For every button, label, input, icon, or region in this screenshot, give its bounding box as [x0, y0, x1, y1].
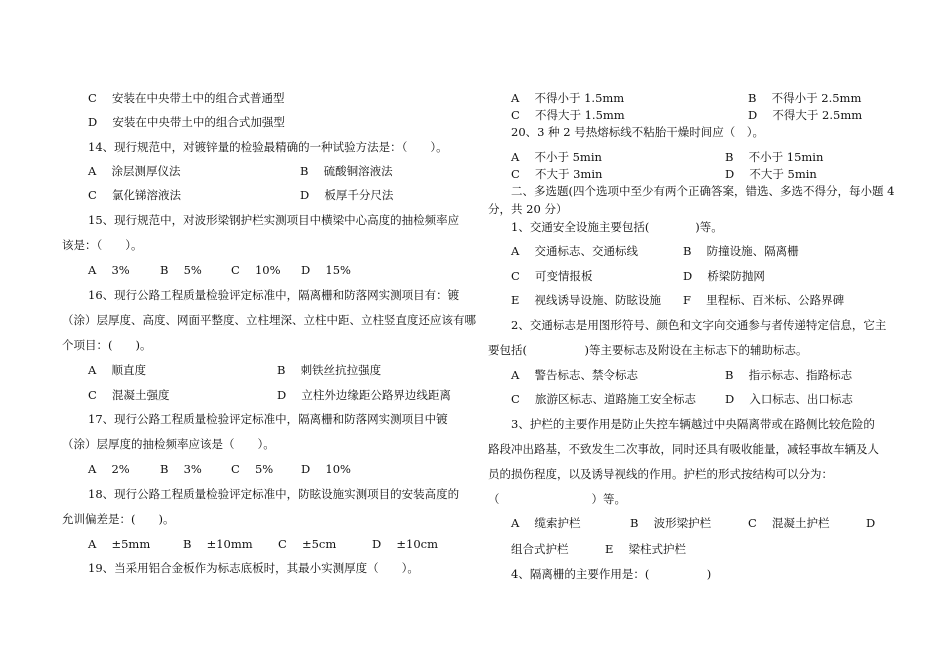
option-c-line: C 安装在中央带土中的组合式普通型 — [88, 91, 285, 105]
m1-option-b: B 防撞设施、隔离栅 — [683, 244, 799, 258]
m1-option-a: A 交通标志、交通标线 — [511, 244, 638, 258]
multi-question-3-line4: （ ）等。 — [488, 492, 626, 506]
question-14: 14、现行规范中，对镀锌量的检验最精确的一种试验方法是：（ ）。 — [88, 140, 448, 154]
q14-option-c: C 氯化锑溶液法 — [88, 188, 181, 202]
q15-option-c: C 10% — [231, 263, 281, 277]
q17-option-d: D 10% — [301, 462, 351, 476]
multi-question-3-line3: 员的损伤程度，以及诱导视线的作用。护栏的形式按结构可以分为： — [488, 467, 833, 481]
m2-option-b: B 指示标志、指路标志 — [725, 368, 853, 382]
section-2-heading-line1: 二、多选题(四个选项中至少有两个正确答案，错选、多选不得分，每小题 4 — [511, 184, 895, 198]
multi-question-3-line2: 路段冲出路基，不致发生二次事故，同时还具有吸收能量，减轻事故车辆及人 — [488, 442, 879, 456]
question-16-line1: 16、现行公路工程质量检验评定标准中，隔离栅和防落网实测项目有：镀 — [88, 288, 460, 302]
q15-option-a: A 3% — [88, 263, 130, 277]
q14-option-b: B 硫酸铜溶液法 — [300, 164, 393, 178]
q14-option-a: A 涂层测厚仪法 — [88, 164, 181, 178]
m1-option-c: C 可变情报板 — [511, 269, 593, 283]
q20-option-b: B 不小于 15min — [725, 150, 824, 164]
question-17-line2: （涂）层厚度的抽检频率应该是（ ）。 — [62, 437, 275, 451]
m3-option-c: C 混凝土护栏 — [748, 516, 830, 530]
q16-option-d: D 立柱外边缘距公路界边线距离 — [277, 388, 451, 402]
m3-option-d-text: 组合式护栏 — [511, 542, 569, 556]
question-15-line1: 15、现行规范中，对波形梁钢护栏实测项目中横梁中心高度的抽检频率应 — [88, 213, 460, 227]
m2-option-c: C 旅游区标志、道路施工安全标志 — [511, 392, 696, 406]
question-18-line2: 允训偏差是：( )。 — [62, 512, 175, 526]
q18-option-d: D ±10cm — [372, 537, 438, 551]
q19-option-a: A 不得小于 1.5mm — [511, 91, 625, 105]
question-18-line1: 18、现行公路工程质量检验评定标准中，防眩设施实测项目的安装高度的 — [88, 487, 460, 501]
m3-option-a: A 缆索护栏 — [511, 516, 581, 530]
q14-option-d: D 板厚千分尺法 — [300, 188, 394, 202]
q17-option-a: A 2% — [88, 462, 130, 476]
question-20: 20、3 种 2 号热熔标线不粘胎干燥时间应（ ）。 — [511, 125, 764, 139]
question-15-line2: 该是：（ ）。 — [62, 238, 143, 252]
q16-option-a: A 顺直度 — [88, 363, 146, 377]
q17-option-b: B 3% — [160, 462, 202, 476]
multi-question-4: 4、隔离栅的主要作用是：( ) — [511, 567, 712, 581]
q15-option-b: B 5% — [160, 263, 202, 277]
m3-option-b: B 波形梁护栏 — [630, 516, 712, 530]
m2-option-d: D 入口标志、出口标志 — [725, 392, 853, 406]
q18-option-b: B ±10mm — [183, 537, 253, 551]
q20-option-d: D 不大于 5min — [725, 167, 817, 181]
m3-option-d-letter: D — [866, 516, 876, 530]
q19-option-d: D 不得大于 2.5mm — [748, 108, 863, 122]
q19-option-c: C 不得大于 1.5mm — [511, 108, 625, 122]
q17-option-c: C 5% — [231, 462, 274, 476]
m1-option-d: D 桥梁防抛网 — [683, 269, 765, 283]
m2-option-a: A 警告标志、禁令标志 — [511, 368, 638, 382]
multi-question-2-line1: 2、交通标志是用图形符号、颜色和文字向交通参与者传递特定信息，它主 — [511, 318, 887, 332]
question-17-line1: 17、现行公路工程质量检验评定标准中，隔离栅和防落网实测项目中镀 — [88, 412, 448, 426]
m1-option-f: F 里程标、百米标、公路界碑 — [683, 293, 845, 307]
multi-question-1: 1、交通安全设施主要包括( )等。 — [511, 220, 723, 234]
multi-question-3-line1: 3、护栏的主要作用是防止失控车辆越过中央隔离带或在路侧比较危险的 — [511, 417, 875, 431]
question-19: 19、当采用铝合金板作为标志底板时，其最小实测厚度（ ）。 — [88, 561, 419, 575]
q18-option-c: C ±5cm — [278, 537, 337, 551]
q19-option-b: B 不得小于 2.5mm — [748, 91, 862, 105]
q20-option-a: A 不小于 5min — [511, 150, 602, 164]
q15-option-d: D 15% — [301, 263, 351, 277]
question-16-line2: （涂）层厚度、高度、网面平整度、立柱埋深、立柱中距、立柱竖直度还应该有哪 — [62, 313, 476, 327]
q18-option-a: A ±5mm — [88, 537, 151, 551]
option-d-line: D 安装在中央带土中的组合式加强型 — [88, 115, 285, 129]
q16-option-c: C 混凝土强度 — [88, 388, 170, 402]
multi-question-2-line2: 要包括( )等主要标志及附设在主标志下的辅助标志。 — [488, 343, 808, 357]
q20-option-c: C 不大于 3min — [511, 167, 603, 181]
q16-option-b: B 刺铁丝抗拉强度 — [277, 363, 382, 377]
section-2-heading-line2: 分，共 20 分） — [488, 202, 568, 216]
question-16-line3: 个项目：( )。 — [62, 338, 152, 352]
m1-option-e: E 视线诱导设施、防眩设施 — [511, 293, 662, 307]
m3-option-e: E 梁柱式护栏 — [605, 542, 687, 556]
